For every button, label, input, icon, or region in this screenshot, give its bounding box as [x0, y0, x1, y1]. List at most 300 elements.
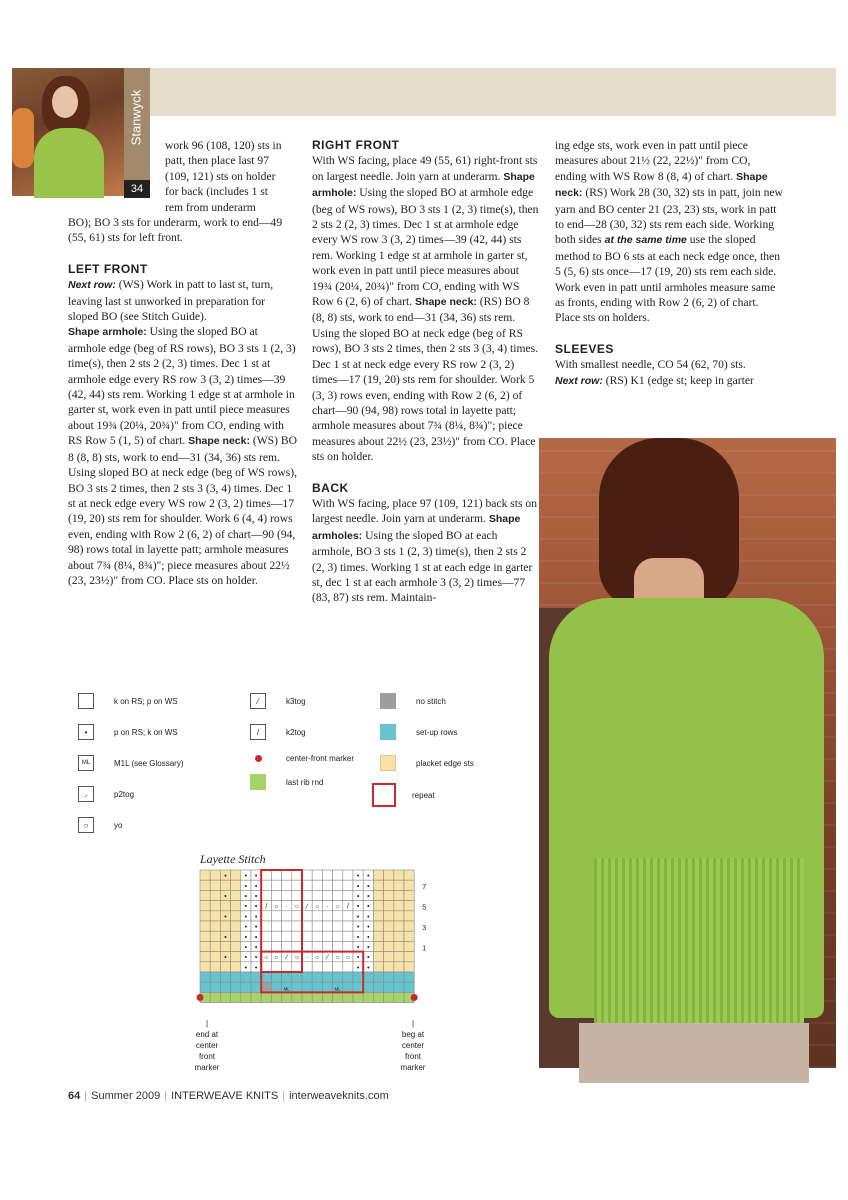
chart-cell — [282, 921, 292, 931]
chart-cell — [384, 952, 394, 962]
chart-cell — [404, 941, 414, 951]
chart-symbol: • — [356, 924, 360, 932]
legend-no-stitch: no stitch — [380, 693, 446, 709]
chart-cell — [271, 890, 281, 900]
chart-cell — [251, 972, 261, 982]
chart-cell — [302, 931, 312, 941]
chart-symbol: ○ — [345, 954, 351, 962]
chart-cell — [261, 931, 271, 941]
chart-cell — [322, 870, 332, 880]
purl-symbol-icon: • — [78, 724, 94, 740]
chart-cell — [343, 911, 353, 921]
chart-cell — [302, 992, 312, 1002]
chart-symbol: · — [305, 954, 309, 962]
chart-cell — [241, 982, 251, 992]
p2tog-symbol-icon: ⸝ — [78, 786, 94, 802]
page-number: 64 — [68, 1090, 81, 1102]
chart-cell — [220, 901, 230, 911]
chart-cell — [333, 911, 343, 921]
chart-cell — [200, 921, 210, 931]
chart-cell — [251, 992, 261, 1002]
chart-symbol: • — [254, 934, 258, 942]
yo-symbol-icon: ○ — [78, 817, 94, 833]
legend-marker: center-front marker — [250, 750, 354, 766]
model-thumbnail — [12, 68, 124, 196]
chart-cell — [271, 972, 281, 982]
no-stitch-swatch-icon — [380, 693, 396, 709]
chart-cell — [322, 962, 332, 972]
chart-symbol: • — [254, 883, 258, 891]
chart-symbol: ML — [283, 986, 290, 992]
chart-cell — [210, 901, 220, 911]
chart-cell — [231, 880, 241, 890]
chart-symbol: ○ — [294, 954, 300, 962]
repeat-box-icon — [372, 783, 396, 807]
chart-cell — [231, 870, 241, 880]
chart-symbol: • — [356, 964, 360, 972]
chart-cell — [333, 941, 343, 951]
chart-cell — [343, 890, 353, 900]
chart-cell — [322, 880, 332, 890]
chart-cell — [210, 880, 220, 890]
chart-cell — [312, 890, 322, 900]
chart-cell — [394, 880, 404, 890]
legend-k2tog: / k2tog — [250, 724, 306, 740]
chart-cell — [210, 992, 220, 1002]
chart-cell — [333, 931, 343, 941]
chart-cell — [210, 921, 220, 931]
chart-symbol: • — [367, 873, 370, 881]
chart-cell — [302, 972, 312, 982]
chart-cell — [394, 931, 404, 941]
chart-cell — [373, 972, 383, 982]
chart-cell — [282, 941, 292, 951]
back-heading: BACK — [312, 480, 349, 495]
chart-symbol: • — [244, 893, 248, 901]
chart-cell — [404, 982, 414, 992]
chart-cell — [312, 941, 322, 951]
legend-k3tog: ⁄ k3tog — [250, 693, 306, 709]
k3tog-symbol-icon: ⁄ — [250, 693, 266, 709]
chart-cell — [322, 992, 332, 1002]
chart-cell — [231, 982, 241, 992]
chart-cell — [231, 911, 241, 921]
chart-end-label: | end at center front marker — [194, 1019, 220, 1072]
chart-cell — [312, 992, 322, 1002]
chart-cell — [384, 931, 394, 941]
chart-cell — [373, 880, 383, 890]
chart-symbol: ○ — [335, 903, 340, 911]
chart-symbol: • — [254, 964, 258, 972]
chart-cell — [241, 972, 251, 982]
chart-cell — [220, 921, 230, 931]
chart-cell — [394, 870, 404, 880]
chart-cell — [251, 982, 261, 992]
chart-cell — [231, 890, 241, 900]
chart-cell — [394, 921, 404, 931]
chart-symbol: • — [367, 883, 370, 891]
chart-symbol: • — [367, 934, 370, 942]
chart-cell — [261, 880, 271, 890]
chart-row-number: 1 — [422, 945, 427, 953]
chart-cell — [322, 911, 332, 921]
chart-cell — [302, 941, 312, 951]
chart-cell — [322, 921, 332, 931]
chart-cell — [384, 962, 394, 972]
chart-cell — [394, 952, 404, 962]
chart-cell — [282, 890, 292, 900]
chart-cell — [312, 982, 322, 992]
chart-cell — [292, 941, 302, 951]
chart-cell — [271, 992, 281, 1002]
chart-cell — [302, 911, 312, 921]
chart-cell — [210, 952, 220, 962]
pattern-name: Stanwyck — [128, 89, 144, 146]
chart-cell — [404, 962, 414, 972]
chart-symbol: • — [254, 893, 258, 901]
chart-symbol: • — [254, 873, 258, 881]
chart-symbol: • — [244, 944, 248, 952]
chart-row-number: 5 — [422, 904, 427, 912]
chart-symbol: • — [356, 934, 360, 942]
chart-symbol: ○ — [315, 954, 320, 962]
chart-cell — [343, 921, 353, 931]
magazine-name: INTERWEAVE KNITS — [171, 1090, 279, 1102]
chart-cell — [384, 911, 394, 921]
page-footer: 64 | Summer 2009 | INTERWEAVE KNITS | interweaveknits.com — [68, 1090, 389, 1102]
col1-body: BO); BO 3 sts for underarm, work to end—49 (55, 61) sts for left front. LEFT FRONT Next row: (WS) Work in patt to last st, turn, leaving last st unworked in preparation for sloped BO (see Stitch Guide). Shape armhole: Using the sloped BO at armhole edge (beg of RS rows), BO 3 sts 1 (2, 3) time(s), then 2 sts 2 (2, 3) times. Dec 1 st at armhole edge every RS row 3 (3, 2) times—39 (42, 44) sts rem. Working 1 edge st at armhole in garter st, work even in patt until piece measures about 19¾ (20¼, 20¾)" from CO, ending with RS Row 5 (1, 5) of chart. Shape neck: (WS) BO 8 (8, 8) sts, work to end—31 (34, 36) sts rem. Using sloped BO at neck edge (beg of WS rows), BO 3 sts 2 times, then 2 sts 3 (3, 4) times. Dec 1 st at neck edge every WS row 2 (3, 2) times—17 (19, 20) sts rem for shoulder. Work 6 (4, 4) rows even, ending with Row 2 (6, 2) of chart—90 (94, 98) rows total in layette patt; armhole measures about 7¾ (8¼, 8¾)"; piece measures about 22½ (23, 23½)" from CO. Place sts on holder. — [68, 216, 298, 587]
chart-cell — [343, 982, 353, 992]
chart-cell — [282, 962, 292, 972]
chart-cell — [343, 931, 353, 941]
chart-cell — [271, 962, 281, 972]
m1l-symbol-icon: ML — [78, 755, 94, 771]
chart-cell — [343, 880, 353, 890]
chart-cell — [282, 870, 292, 880]
chart-cell — [292, 992, 302, 1002]
chart-cell — [282, 911, 292, 921]
chart-cell — [312, 921, 322, 931]
chart-cell — [404, 911, 414, 921]
chart-cell — [373, 890, 383, 900]
chart-cell — [210, 962, 220, 972]
chart-symbol: · — [285, 903, 288, 911]
chart-cell — [261, 972, 271, 982]
chart-symbol: • — [254, 924, 258, 932]
chart-cell — [231, 992, 241, 1002]
chart-symbol: • — [356, 913, 360, 921]
placket-swatch-icon — [380, 755, 396, 771]
chart-cell — [363, 982, 373, 992]
pattern-page-number: 34 — [124, 180, 150, 198]
chart-cell — [322, 972, 332, 982]
chart-symbol: • — [224, 954, 227, 962]
chart-symbol: • — [356, 873, 360, 881]
chart-cell — [343, 962, 353, 972]
chart-cell — [312, 962, 322, 972]
chart-cell — [343, 941, 353, 951]
chart-cell — [394, 962, 404, 972]
chart-cell — [384, 870, 394, 880]
chart-row-number: 7 — [422, 884, 427, 892]
chart-cell — [373, 870, 383, 880]
chart-cell — [322, 982, 332, 992]
chart-symbol: / — [346, 903, 349, 911]
chart-cell — [220, 992, 230, 1002]
chart-cell — [282, 992, 292, 1002]
legend-p2tog: ⸝ p2tog — [78, 786, 134, 802]
chart-symbol: • — [367, 964, 370, 972]
chart-cell — [220, 982, 230, 992]
chart-cell — [261, 921, 271, 931]
chart-cell — [210, 870, 220, 880]
legend-last-rib: last rib rnd — [250, 774, 323, 790]
chart-cell — [384, 880, 394, 890]
chart-cell — [231, 941, 241, 951]
chart-cell — [261, 992, 271, 1002]
chart-cell — [373, 952, 383, 962]
chart-symbol: • — [254, 913, 258, 921]
chart-cell — [271, 921, 281, 931]
chart-cell — [282, 880, 292, 890]
layette-stitch-chart — [195, 865, 425, 1015]
chart-cell — [220, 972, 230, 982]
chart-symbol: • — [367, 924, 370, 932]
chart-cell — [312, 880, 322, 890]
chart-symbol: • — [367, 913, 370, 921]
chart-cell — [292, 911, 302, 921]
chart-cell — [271, 880, 281, 890]
chart-cell — [231, 952, 241, 962]
chart-symbol: • — [367, 893, 370, 901]
chart-cell — [333, 972, 343, 982]
chart-cell — [312, 972, 322, 982]
legend-k-on-rs: k on RS; p on WS — [78, 693, 178, 709]
chart-cell — [220, 962, 230, 972]
chart-cell — [220, 880, 230, 890]
chart-cell — [271, 931, 281, 941]
chart-cell — [261, 982, 271, 992]
chart-cell — [373, 982, 383, 992]
chart-cell — [200, 901, 210, 911]
legend-m1l: ML M1L (see Glossary) — [78, 755, 184, 771]
chart-cell — [333, 992, 343, 1002]
chart-cell — [394, 890, 404, 900]
chart-symbol: / — [265, 903, 268, 911]
chart-cell — [282, 931, 292, 941]
chart-cell — [404, 870, 414, 880]
chart-symbol: • — [224, 893, 227, 901]
chart-symbol: • — [244, 913, 248, 921]
chart-cell — [231, 962, 241, 972]
chart-cell — [404, 901, 414, 911]
chart-symbol: • — [244, 883, 248, 891]
chart-cell — [282, 972, 292, 982]
chart-cell — [373, 962, 383, 972]
chart-symbol: ○ — [315, 903, 320, 911]
chart-symbol: • — [244, 924, 248, 932]
chart-cell — [200, 870, 210, 880]
chart-cell — [394, 901, 404, 911]
chart-cell — [404, 931, 414, 941]
legend-yo: ○ yo — [78, 817, 122, 833]
chart-cell — [241, 992, 251, 1002]
chart-cell — [261, 870, 271, 880]
chart-cell — [200, 890, 210, 900]
chart-cell — [373, 911, 383, 921]
chart-cell — [312, 911, 322, 921]
chart-beg-label: | beg at center front marker — [400, 1019, 426, 1072]
legend-repeat: repeat — [372, 783, 435, 807]
chart-cell — [292, 982, 302, 992]
chart-symbol: • — [244, 903, 248, 911]
chart-cell — [302, 890, 312, 900]
chart-cell — [261, 890, 271, 900]
chart-cell — [363, 972, 373, 982]
chart-cell — [394, 982, 404, 992]
chart-cell — [404, 952, 414, 962]
header-bar — [150, 68, 836, 116]
chart-row-number: 3 — [422, 924, 427, 932]
chart-symbol: ○ — [294, 903, 300, 911]
chart-symbol: • — [356, 883, 360, 891]
chart-cell — [373, 992, 383, 1002]
chart-cell — [312, 870, 322, 880]
chart-cell — [200, 911, 210, 921]
chart-cell — [261, 962, 271, 972]
chart-cell — [394, 911, 404, 921]
chart-cell — [302, 982, 312, 992]
legend-placket: placket edge sts — [380, 755, 474, 771]
chart-cell — [384, 901, 394, 911]
chart-symbol: ⁄ — [286, 954, 288, 962]
chart-cell — [363, 992, 373, 1002]
chart-cell — [231, 972, 241, 982]
chart-cell — [200, 962, 210, 972]
chart-cell — [373, 901, 383, 911]
chart-cell — [404, 921, 414, 931]
chart-symbol: • — [224, 934, 227, 942]
col1-intro: work 96 (108, 120) sts in patt, then place last 97 (109, 121) sts on holder for back (includes 1 st rem from underarm — [165, 139, 282, 214]
chart-cell — [200, 982, 210, 992]
chart-cell — [404, 972, 414, 982]
rib-swatch-icon — [250, 774, 266, 790]
chart-symbol: • — [254, 903, 258, 911]
chart-cell — [343, 992, 353, 1002]
chart-cell — [353, 972, 363, 982]
pattern-name-tab — [124, 68, 150, 180]
chart-cell — [231, 931, 241, 941]
chart-symbol: ML — [334, 986, 341, 992]
chart-cell — [322, 931, 332, 941]
center-front-marker — [197, 994, 204, 1001]
chart-cell — [404, 890, 414, 900]
chart-symbol: • — [244, 954, 248, 962]
chart-cell — [271, 911, 281, 921]
chart-cell — [322, 890, 332, 900]
chart-cell — [373, 921, 383, 931]
website-link[interactable]: interweaveknits.com — [289, 1090, 389, 1102]
chart-cell — [271, 941, 281, 951]
chart-cell — [353, 982, 363, 992]
chart-symbol: ⁄ — [306, 903, 308, 911]
chart-cell — [343, 972, 353, 982]
chart-cell — [292, 890, 302, 900]
chart-cell — [292, 931, 302, 941]
chart-symbol: • — [356, 903, 360, 911]
chart-symbol: • — [244, 873, 248, 881]
chart-cell — [302, 880, 312, 890]
chart-symbol: ⁄ — [326, 954, 329, 962]
chart-symbol: ○ — [274, 954, 279, 962]
chart-cell — [292, 921, 302, 931]
issue-label: Summer 2009 — [91, 1090, 161, 1102]
chart-cell — [322, 941, 332, 951]
chart-title: Layette Stitch — [200, 852, 266, 866]
chart-cell — [384, 941, 394, 951]
chart-cell — [404, 880, 414, 890]
chart-symbol: • — [367, 954, 370, 962]
chart-cell — [333, 921, 343, 931]
col3-body: ing edge sts, work even in patt until piece measures about 21½ (22, 22½)" from CO, ending with WS Row 8 (8, 4) of chart. Shape neck: (RS) Work 28 (30, 32) sts in patt, join new yarn and BO center 21 (23, 23) sts, work in patt to end—28 (30, 32) sts rem each side. Working both sides at the same time use the sloped method to BO 6 sts at each neck edge once, then 5 (5, 6) sts once—17 (19, 20) sts rem each side. Work even in patt until armholes measure same as fronts, ending with Row 2 (6, 2) of chart. Place sts on holders. SLEEVES With smallest needle, CO 54 (62, 70) sts. Next row: (RS) K1 (edge st; keep in garter — [555, 139, 783, 387]
legend-p-on-rs: • p on RS; k on WS — [78, 724, 178, 740]
chart-cell — [333, 890, 343, 900]
chart-cell — [373, 941, 383, 951]
chart-cell — [200, 972, 210, 982]
chart-cell — [353, 992, 363, 1002]
chart-symbol: • — [254, 944, 258, 952]
chart-symbol: • — [244, 964, 248, 972]
chart-cell — [333, 870, 343, 880]
setup-swatch-icon — [380, 724, 396, 740]
chart-symbol: • — [224, 913, 227, 921]
chart-symbol: ○ — [335, 954, 340, 962]
chart-cell — [394, 972, 404, 982]
chart-symbol: • — [224, 873, 227, 881]
chart-cell — [292, 880, 302, 890]
chart-cell — [302, 870, 312, 880]
chart-cell — [333, 880, 343, 890]
chart-cell — [384, 972, 394, 982]
right-front-heading: RIGHT FRONT — [312, 138, 400, 152]
chart-cell — [384, 982, 394, 992]
model-back-photo — [539, 438, 836, 1068]
marker-dot-icon — [250, 750, 266, 766]
chart-symbol: • — [367, 944, 370, 952]
chart-cell — [394, 992, 404, 1002]
chart-symbol: • — [356, 954, 360, 962]
sleeves-heading: SLEEVES — [555, 341, 614, 356]
chart-cell — [200, 941, 210, 951]
chart-cell — [210, 972, 220, 982]
chart-cell — [200, 952, 210, 962]
chart-cell — [220, 941, 230, 951]
chart-cell — [384, 890, 394, 900]
chart-cell — [343, 870, 353, 880]
chart-cell — [271, 982, 281, 992]
chart-cell — [210, 941, 220, 951]
chart-cell — [210, 982, 220, 992]
chart-cell — [210, 911, 220, 921]
chart-cell — [394, 941, 404, 951]
center-front-marker — [411, 994, 418, 1001]
k2tog-symbol-icon: / — [250, 724, 266, 740]
chart-cell — [302, 921, 312, 931]
left-front-heading: LEFT FRONT — [68, 261, 148, 276]
chart-cell — [384, 921, 394, 931]
chart-symbol: ○ — [264, 954, 269, 962]
chart-cell — [302, 962, 312, 972]
